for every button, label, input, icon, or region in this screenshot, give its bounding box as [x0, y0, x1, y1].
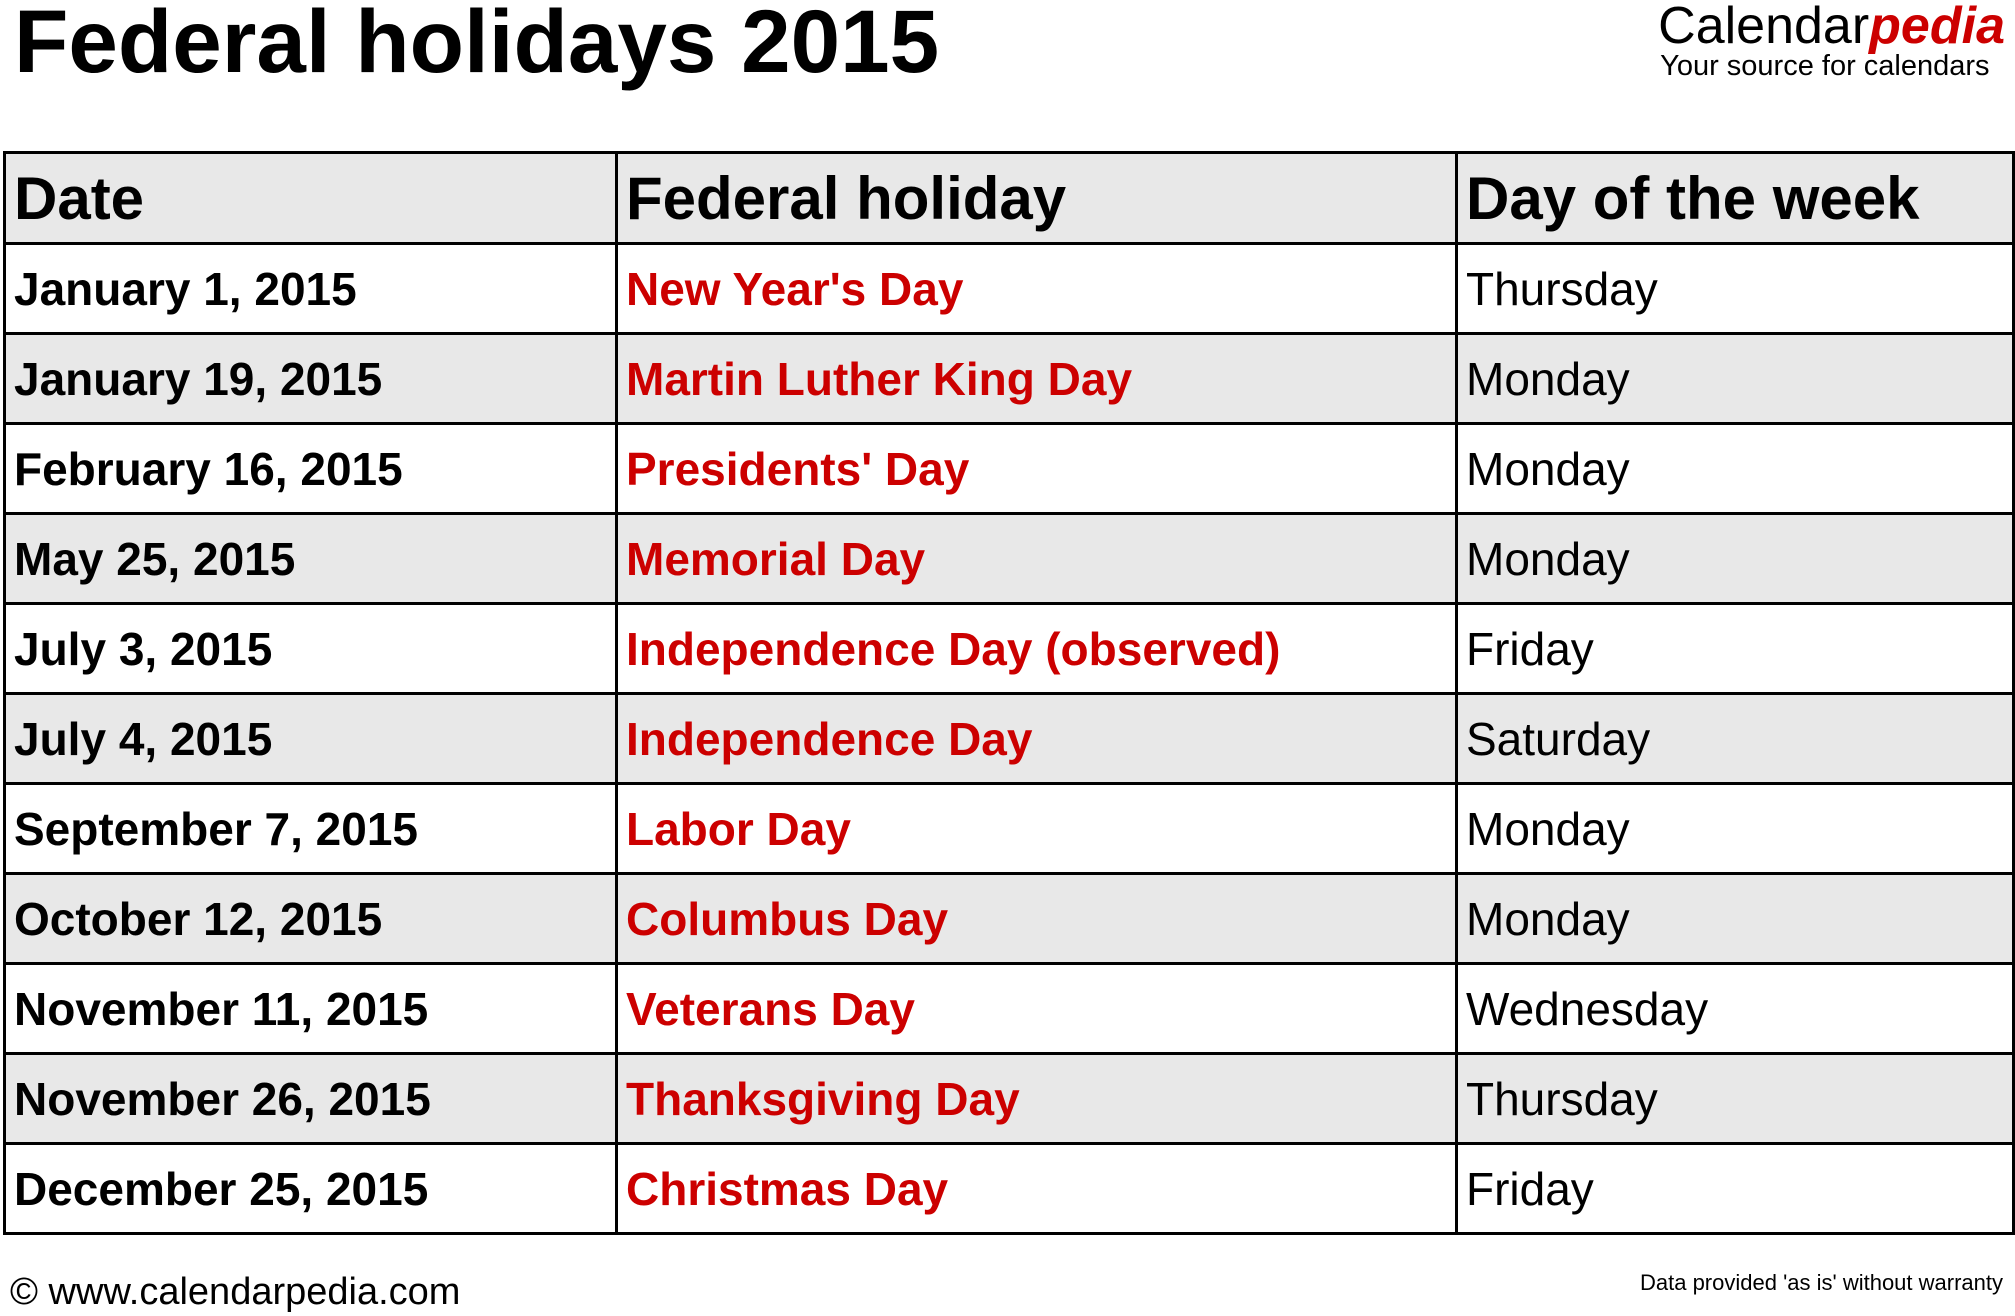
column-header-weekday: Day of the week [1457, 153, 2014, 244]
weekday-cell: Friday [1457, 1144, 2014, 1234]
table-row [5, 604, 2014, 694]
date-cell: October 12, 2015 [5, 874, 617, 964]
date-cell: December 25, 2015 [5, 1144, 617, 1234]
date-cell: July 3, 2015 [5, 604, 617, 694]
date-cell: July 4, 2015 [5, 694, 617, 784]
holiday-cell: Martin Luther King Day [617, 334, 1457, 424]
weekday-cell: Monday [1457, 334, 2014, 424]
table-row [5, 424, 2014, 514]
brand-logo [1658, 0, 2005, 81]
holiday-cell: New Year's Day [617, 244, 1457, 334]
holiday-cell: Presidents' Day [617, 424, 1457, 514]
date-cell: November 26, 2015 [5, 1054, 617, 1144]
date-cell: November 11, 2015 [5, 964, 617, 1054]
holiday-cell: Thanksgiving Day [617, 1054, 1457, 1144]
column-header-holiday: Federal holiday [617, 153, 1457, 244]
holidays-table-body [5, 244, 2014, 1234]
date-cell: February 16, 2015 [5, 424, 617, 514]
weekday-cell: Monday [1457, 514, 2014, 604]
table-header-row [5, 153, 2014, 244]
table-row [5, 964, 2014, 1054]
holiday-cell: Veterans Day [617, 964, 1457, 1054]
table-row [5, 874, 2014, 964]
table-row [5, 1144, 2014, 1234]
holiday-cell: Independence Day [617, 694, 1457, 784]
weekday-cell: Friday [1457, 604, 2014, 694]
holidays-table [3, 151, 2015, 1235]
date-cell: May 25, 2015 [5, 514, 617, 604]
page-title: Federal holidays 2015 [14, 0, 940, 91]
column-header-date: Date [5, 153, 617, 244]
copyright-text: © www.calendarpedia.com [10, 1271, 461, 1313]
holiday-cell: Memorial Day [617, 514, 1457, 604]
date-cell: January 19, 2015 [5, 334, 617, 424]
holiday-cell: Independence Day (observed) [617, 604, 1457, 694]
brand-prefix: Calendar [1658, 0, 1870, 55]
holiday-cell: Columbus Day [617, 874, 1457, 964]
weekday-cell: Monday [1457, 784, 2014, 874]
table-row [5, 1054, 2014, 1144]
date-cell: January 1, 2015 [5, 244, 617, 334]
weekday-cell: Thursday [1457, 1054, 2014, 1144]
holiday-cell: Labor Day [617, 784, 1457, 874]
brand-suffix: pedia [1869, 0, 2005, 55]
table-row [5, 784, 2014, 874]
brand-tagline: Your source for calendars [1660, 50, 1990, 82]
table-row [5, 514, 2014, 604]
weekday-cell: Monday [1457, 874, 2014, 964]
table-row [5, 334, 2014, 424]
brand-name [1658, 0, 2005, 55]
disclaimer-text: Data provided 'as is' without warranty [1639, 1270, 2003, 1295]
table-row [5, 694, 2014, 784]
weekday-cell: Saturday [1457, 694, 2014, 784]
weekday-cell: Thursday [1457, 244, 2014, 334]
table-row [5, 244, 2014, 334]
date-cell: September 7, 2015 [5, 784, 617, 874]
weekday-cell: Monday [1457, 424, 2014, 514]
weekday-cell: Wednesday [1457, 964, 2014, 1054]
holiday-cell: Christmas Day [617, 1144, 1457, 1234]
